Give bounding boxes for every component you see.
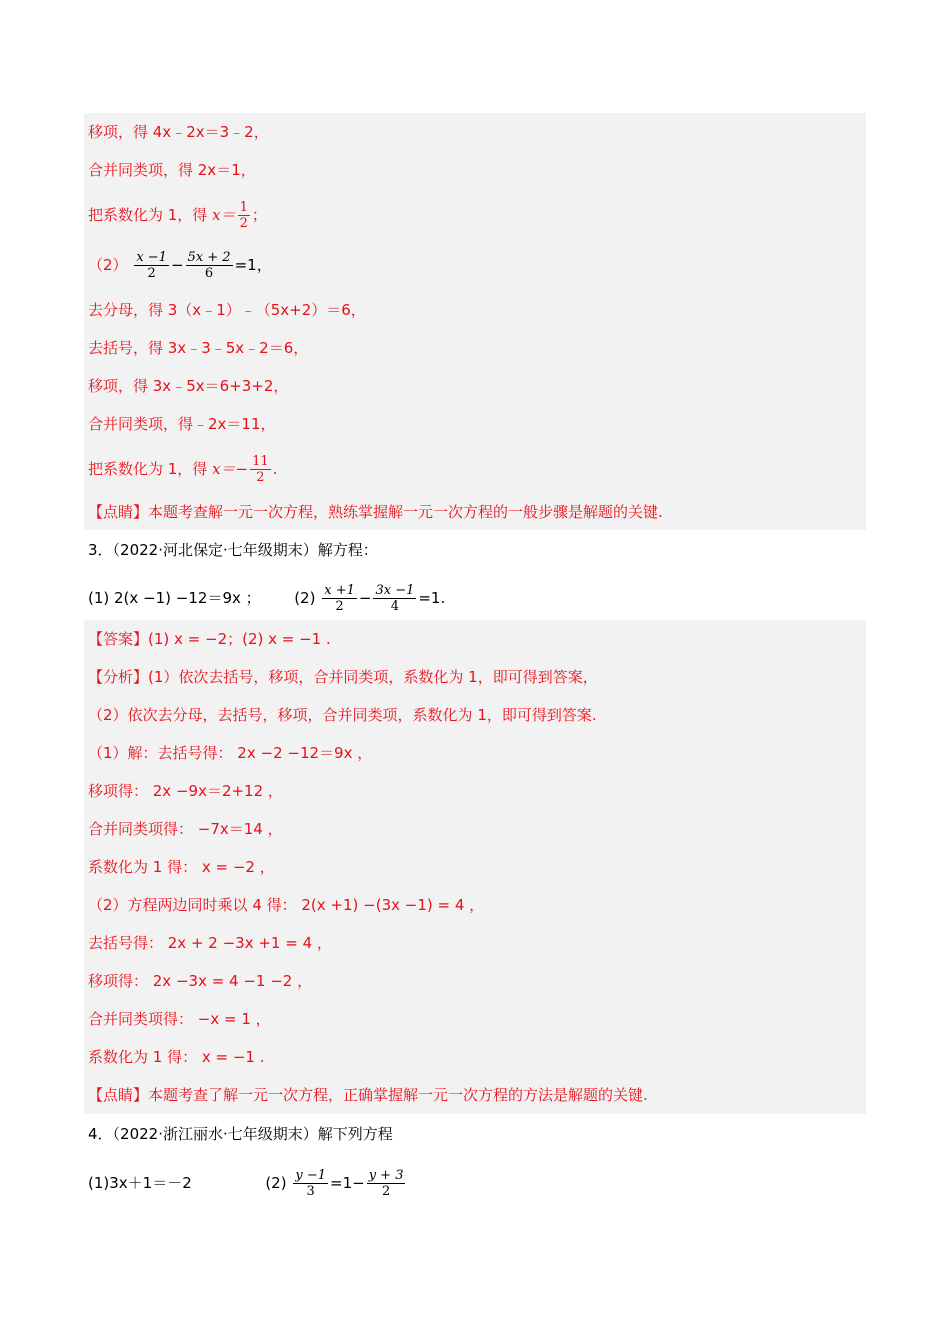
equals: =1， bbox=[234, 256, 272, 274]
fraction bbox=[373, 583, 416, 614]
fraction bbox=[134, 250, 169, 281]
step-move-terms: 移项，得 4x﹣2x＝3﹣2， bbox=[88, 123, 269, 141]
step-coefficient bbox=[88, 454, 277, 485]
fraction bbox=[322, 583, 357, 614]
step-combine: 合并同类项，得﹣2x＝11， bbox=[88, 415, 276, 433]
solution-step: 去括号得： 2x + 2 −3x +1 = 4 ， bbox=[88, 934, 332, 952]
question-title: 3．（2022·河北保定·七年级期末）解方程： bbox=[88, 541, 378, 559]
fraction bbox=[250, 454, 271, 485]
numerator: 1 bbox=[239, 200, 248, 215]
analysis: （2）依次去分母，去括号，移项，合并同类项，系数化为 1，即可得到答案. bbox=[88, 706, 597, 724]
step-brackets: 去括号，得 3x﹣3﹣5x﹣2＝6， bbox=[88, 339, 309, 357]
solution-step: （2）方程两边同时乘以 4 得： 2(x +1) −(3x −1) = 4 ， bbox=[88, 896, 485, 914]
denominator: 2 bbox=[335, 599, 344, 614]
solution-step: 系数化为 1 得： x = −1 . bbox=[88, 1048, 265, 1066]
part-label: (2) bbox=[294, 589, 316, 607]
comment: 【点睛】本题考查解一元一次方程，熟练掌握解一元一次方程的一般步骤是解题的关键. bbox=[88, 503, 663, 521]
part1-equation: (1) 2(x −1) −12＝9x ； bbox=[88, 589, 261, 607]
step-coefficient bbox=[88, 200, 267, 231]
step-denominator: 去分母，得 3（x﹣1）﹣（5x+2）＝6， bbox=[88, 301, 366, 319]
part2-equation bbox=[88, 250, 272, 281]
step-end: . bbox=[272, 460, 278, 478]
denominator: 2 bbox=[147, 266, 156, 281]
denominator: 2 bbox=[256, 470, 265, 485]
solution-step: 合并同类项得： −x = 1 ， bbox=[88, 1010, 271, 1028]
solution-step: 移项得： 2x −9x＝2+12 ， bbox=[88, 782, 283, 800]
numerator: x −1 bbox=[136, 250, 167, 265]
fraction bbox=[186, 250, 233, 281]
solution-step: （1）解：去括号得： 2x −2 −12＝9x ， bbox=[88, 744, 373, 762]
step-text: 把系数化为 1，得 bbox=[88, 460, 208, 478]
minus-sign: − bbox=[358, 589, 372, 607]
numerator: y −1 bbox=[295, 1168, 326, 1183]
part1-equation: (1)3x＋1＝－2 bbox=[88, 1174, 192, 1192]
step-end: ； bbox=[251, 206, 267, 224]
denominator: 2 bbox=[381, 1184, 391, 1199]
question-title: 4．（2022·浙江丽水·七年级期末）解下列方程 bbox=[88, 1125, 393, 1143]
numerator: 11 bbox=[252, 454, 269, 469]
denominator: 6 bbox=[204, 266, 214, 281]
fraction bbox=[367, 1168, 406, 1199]
solution-step: 系数化为 1 得： x = −2 ， bbox=[88, 858, 275, 876]
step-var: x＝ bbox=[212, 206, 236, 224]
minus-sign: − bbox=[170, 256, 184, 274]
fraction bbox=[238, 200, 250, 231]
denominator: 4 bbox=[390, 599, 400, 614]
comment: 【点睛】本题考查了解一元一次方程，正确掌握解一元一次方程的方法是解题的关键. bbox=[88, 1086, 648, 1104]
step-text: 把系数化为 1，得 bbox=[88, 206, 208, 224]
analysis: 【分析】(1）依次去括号，移项，合并同类项，系数化为 1，即可得到答案， bbox=[88, 668, 598, 686]
step-combine: 合并同类项，得 2x＝1， bbox=[88, 161, 256, 179]
equals: =1− bbox=[330, 1174, 365, 1192]
numerator: 3x −1 bbox=[375, 583, 415, 598]
part-label: (2) bbox=[265, 1174, 287, 1192]
equals: =1. bbox=[418, 589, 446, 607]
step-var: x＝− bbox=[212, 460, 249, 478]
part-label: （2） bbox=[88, 256, 128, 274]
step-move-terms: 移项，得 3x﹣5x＝6+3+2， bbox=[88, 377, 289, 395]
fraction bbox=[293, 1168, 328, 1199]
solution-step: 移项得： 2x −3x = 4 −1 −2 ， bbox=[88, 972, 313, 990]
denominator: 3 bbox=[306, 1184, 315, 1199]
question-parts bbox=[88, 1168, 407, 1199]
denominator: 2 bbox=[239, 216, 248, 231]
answer: 【答案】(1) x = −2；(2) x = −1 . bbox=[88, 630, 331, 648]
numerator: y + 3 bbox=[368, 1168, 404, 1183]
question-parts bbox=[88, 583, 445, 614]
numerator: x +1 bbox=[324, 583, 355, 598]
numerator: 5x + 2 bbox=[187, 250, 231, 265]
solution-step: 合并同类项得： −7x＝14 ， bbox=[88, 820, 283, 838]
